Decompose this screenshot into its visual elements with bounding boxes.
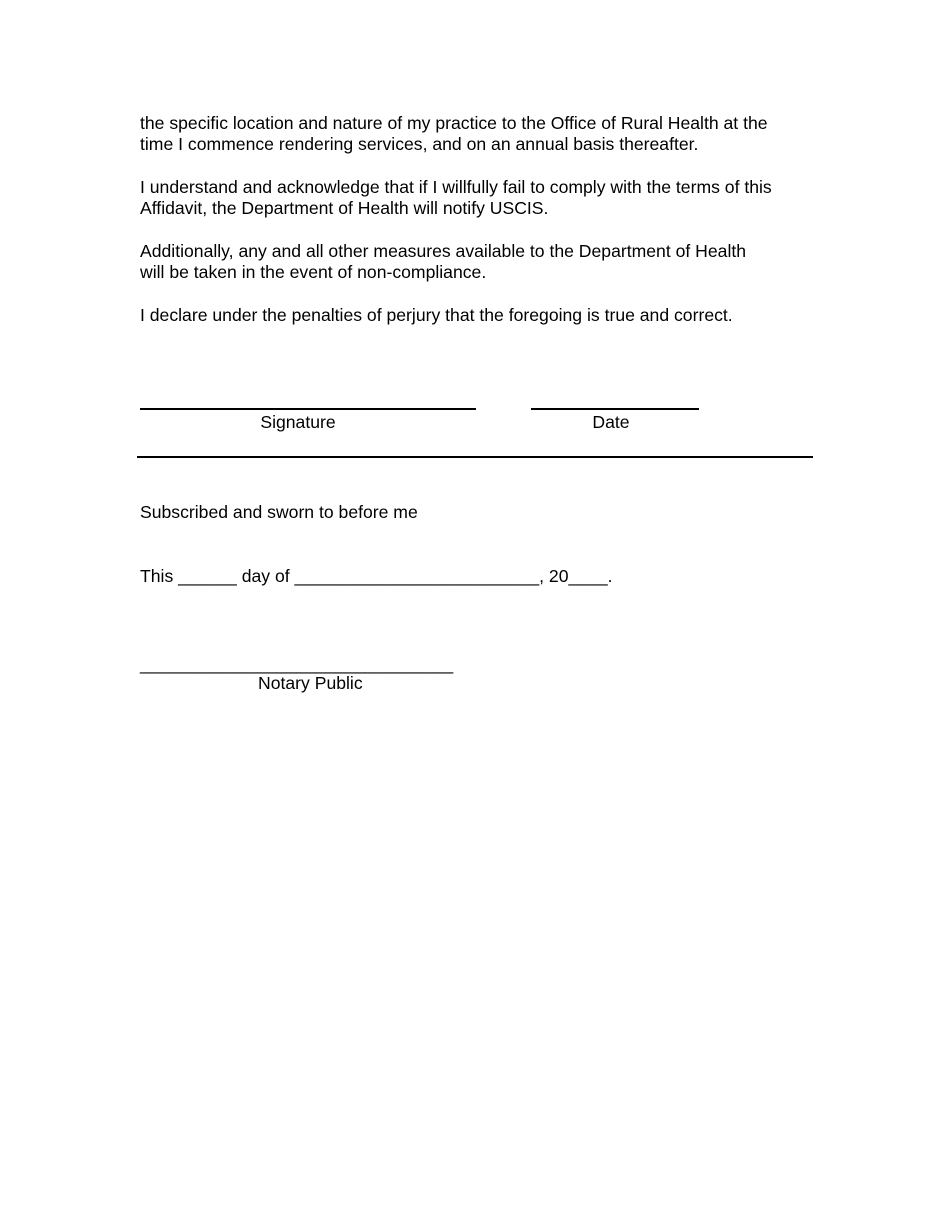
notary-public-label: Notary Public	[258, 673, 363, 693]
section-divider	[137, 456, 813, 458]
signature-line	[140, 408, 476, 410]
date-line	[531, 408, 699, 410]
non-compliance-measures-paragraph: Additionally, any and all other measures available to the Department of Health will be taken in the event of non-compliance.	[140, 241, 747, 282]
compliance-acknowledgement-paragraph: I understand and acknowledge that if I willfully fail to comply with the terms of this Affidavit, the Department of Health will notify USCIS.	[140, 177, 772, 218]
perjury-declaration-paragraph: I declare under the penalties of perjury that the foregoing is true and correct.	[140, 305, 733, 325]
subscribed-sworn-text: Subscribed and sworn to before me	[140, 502, 418, 522]
date-label: Date	[592, 412, 630, 432]
notary-date-line: This ______ day of _________________________, 20____.	[140, 566, 613, 586]
notary-signature-line: ________________________________	[140, 654, 454, 674]
signature-label: Signature	[260, 412, 336, 432]
practice-reporting-paragraph: the specific location and nature of my practice to the Office of Rural Health at the time I commence rendering services, and on an annual basis thereafter.	[140, 113, 768, 154]
